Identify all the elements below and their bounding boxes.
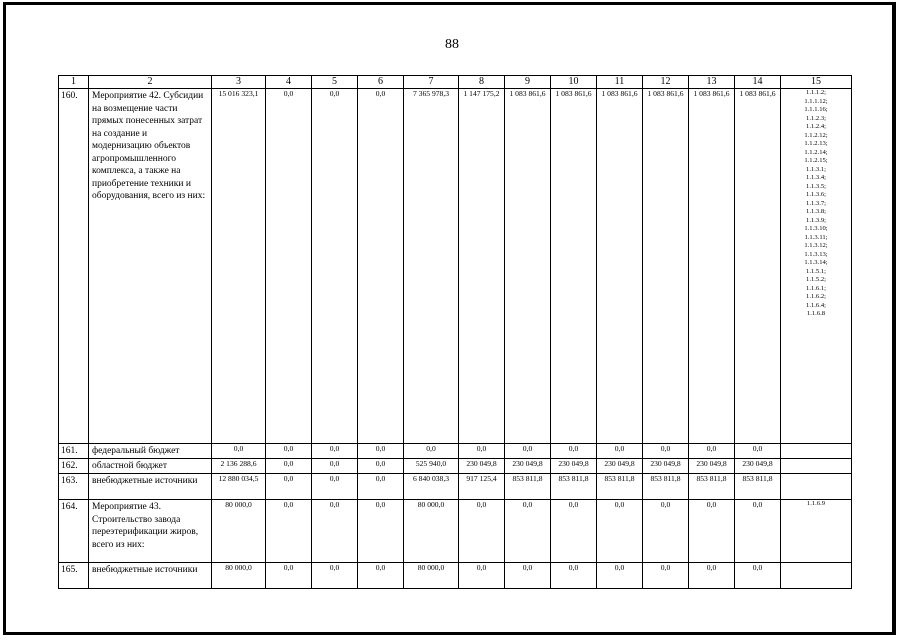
value-cell: 230 049,8: [735, 459, 781, 474]
value-cell: 230 049,8: [459, 459, 505, 474]
code-item: 1.1.2.13;: [804, 140, 828, 147]
value-cell: 0,0: [551, 563, 597, 589]
row-name: внебюджетные источники: [89, 563, 212, 589]
code-item: 1.1.3.5;: [806, 182, 826, 190]
value-cell: 0,0: [266, 474, 312, 500]
value-cell: 0,0: [597, 500, 643, 563]
code-item: 1.1.3.8;: [806, 208, 826, 215]
value-cell: 0,0: [312, 89, 358, 444]
row-name: Мероприятие 42. Субсидии на возмещение части прямых понесенных затрат на создание и модернизацию объектов агропромышленного комплекса, а также на приобретение техники и оборудования, всего из них:: [89, 89, 212, 444]
value-cell: 230 049,8: [689, 459, 735, 474]
header-row: [59, 76, 852, 89]
value-cell: 853 811,8: [597, 474, 643, 500]
value-cell: 1 083 861,6: [689, 89, 735, 444]
value-cell: 0,0: [689, 563, 735, 589]
value-cell: 0,0: [312, 563, 358, 589]
column-header: 12: [643, 76, 689, 89]
value-cell: 0,0: [358, 459, 404, 474]
code-item: 1.1.6.1;: [806, 284, 826, 292]
value-cell: 0,0: [358, 474, 404, 500]
column-header: 3: [212, 76, 266, 89]
column-header: 11: [597, 76, 643, 89]
value-cell: 0,0: [505, 563, 551, 589]
code-item: 1.1.1.16;: [804, 106, 828, 113]
value-cell: 0,0: [312, 474, 358, 500]
value-cell: 80 000,0: [404, 563, 459, 589]
code-item: 1.1.2.4;: [806, 123, 826, 130]
row-number: 165.: [59, 563, 89, 589]
value-cell: 1 083 861,6: [643, 89, 689, 444]
value-cell: 0,0: [597, 563, 643, 589]
value-cell: 0,0: [505, 444, 551, 459]
column-header: 9: [505, 76, 551, 89]
column-header: 10: [551, 76, 597, 89]
value-cell: 0,0: [358, 89, 404, 444]
column-header: 14: [735, 76, 781, 89]
column-header: 8: [459, 76, 505, 89]
value-cell: 80 000,0: [212, 563, 266, 589]
value-cell: 0,0: [459, 563, 505, 589]
value-cell: 853 811,8: [551, 474, 597, 500]
value-cell: 0,0: [266, 444, 312, 459]
value-cell: 0,0: [551, 444, 597, 459]
value-cell: 0,0: [212, 444, 266, 459]
column-header: 5: [312, 76, 358, 89]
row-number: 161.: [59, 444, 89, 459]
codes-cell: [781, 563, 852, 589]
table-row: [59, 444, 852, 459]
code-item: 1.1.6.2;: [806, 293, 826, 300]
value-cell: 0,0: [735, 500, 781, 563]
code-item: 1.1.3.1;: [806, 165, 826, 173]
code-item: 1.1.3.6;: [806, 191, 826, 198]
code-item: 1.1.3.9;: [806, 216, 826, 224]
value-cell: 0,0: [643, 444, 689, 459]
value-cell: 0,0: [266, 459, 312, 474]
code-item: 1.1.1.2;: [806, 89, 826, 96]
page-number: 88: [445, 37, 459, 52]
value-cell: 0,0: [735, 563, 781, 589]
code-item: 1.1.3.4;: [806, 174, 826, 181]
code-item: 1.1.3.13;: [804, 250, 828, 258]
value-cell: 525 940,0: [404, 459, 459, 474]
row-name: внебюджетные источники: [89, 474, 212, 500]
value-cell: 0,0: [459, 444, 505, 459]
value-cell: 0,0: [505, 500, 551, 563]
code-item: 1.1.6.4;: [806, 301, 826, 309]
code-item: 1.1.3.11;: [804, 233, 828, 241]
code-item: 1.1.2.14;: [804, 148, 828, 156]
value-cell: 1 083 861,6: [597, 89, 643, 444]
codes-cell: [781, 500, 852, 563]
value-cell: 0,0: [312, 459, 358, 474]
codes-cell: [781, 459, 852, 474]
row-name: федеральный бюджет: [89, 444, 212, 459]
value-cell: 0,0: [643, 563, 689, 589]
value-cell: 230 049,8: [505, 459, 551, 474]
table-body: [59, 76, 852, 589]
code-item: 1.1.2.3;: [806, 114, 826, 122]
value-cell: 1 083 861,6: [551, 89, 597, 444]
code-item: 1.1.6.8: [806, 310, 826, 317]
table-row: [59, 459, 852, 474]
column-header: 1: [59, 76, 89, 89]
codes-cell: [781, 89, 852, 444]
value-cell: 0,0: [643, 500, 689, 563]
column-header: 2: [89, 76, 212, 89]
value-cell: 917 125,4: [459, 474, 505, 500]
value-cell: 80 000,0: [212, 500, 266, 563]
codes-cell: [781, 444, 852, 459]
value-cell: 0,0: [358, 444, 404, 459]
codes-cell: [781, 474, 852, 500]
value-cell: 6 840 038,3: [404, 474, 459, 500]
row-number: 164.: [59, 500, 89, 563]
value-cell: 0,0: [689, 444, 735, 459]
value-cell: 12 880 034,5: [212, 474, 266, 500]
value-cell: 0,0: [551, 500, 597, 563]
value-cell: 1 083 861,6: [735, 89, 781, 444]
value-cell: 0,0: [312, 500, 358, 563]
value-cell: 230 049,8: [643, 459, 689, 474]
column-header: 13: [689, 76, 735, 89]
value-cell: 0,0: [266, 89, 312, 444]
value-cell: 230 049,8: [597, 459, 643, 474]
column-header: 15: [781, 76, 852, 89]
value-cell: 1 147 175,2: [459, 89, 505, 444]
value-cell: 853 811,8: [735, 474, 781, 500]
row-name: областной бюджет: [89, 459, 212, 474]
code-item: 1.1.3.12;: [804, 242, 828, 249]
value-cell: 0,0: [358, 500, 404, 563]
value-cell: 0,0: [459, 500, 505, 563]
row-number: 162.: [59, 459, 89, 474]
value-cell: 0,0: [689, 500, 735, 563]
code-item: 1.1.2.12;: [804, 131, 828, 139]
table-row: [59, 89, 852, 444]
column-header: 6: [358, 76, 404, 89]
code-item: 1.1.6.9: [806, 500, 826, 507]
value-cell: 80 000,0: [404, 500, 459, 563]
table-row: [59, 563, 852, 589]
budget-table: [58, 75, 852, 589]
table-row: [59, 500, 852, 563]
value-cell: 230 049,8: [551, 459, 597, 474]
value-cell: 0,0: [404, 444, 459, 459]
value-cell: 853 811,8: [689, 474, 735, 500]
code-item: 1.1.2.15;: [804, 157, 828, 164]
code-item: 1.1.5.2;: [806, 276, 826, 283]
value-cell: 1 083 861,6: [505, 89, 551, 444]
row-name: Мероприятие 43. Строительство завода переэтерификации жиров, всего из них:: [89, 500, 212, 563]
column-header: 7: [404, 76, 459, 89]
value-cell: 2 136 288,6: [212, 459, 266, 474]
table-row: [59, 474, 852, 500]
code-item: 1.1.3.10;: [804, 225, 828, 232]
value-cell: 0,0: [266, 500, 312, 563]
value-cell: 15 016 323,1: [212, 89, 266, 444]
code-item: 1.1.5.1;: [806, 267, 826, 275]
row-number: 163.: [59, 474, 89, 500]
column-header: 4: [266, 76, 312, 89]
value-cell: 7 365 978,3: [404, 89, 459, 444]
value-cell: 853 811,8: [643, 474, 689, 500]
value-cell: 0,0: [358, 563, 404, 589]
value-cell: 0,0: [597, 444, 643, 459]
value-cell: 0,0: [312, 444, 358, 459]
value-cell: 853 811,8: [505, 474, 551, 500]
value-cell: 0,0: [735, 444, 781, 459]
code-item: 1.1.1.12;: [804, 97, 828, 105]
code-item: 1.1.3.7;: [806, 199, 826, 207]
code-item: 1.1.3.14;: [804, 259, 828, 266]
value-cell: 0,0: [266, 563, 312, 589]
row-number: 160.: [59, 89, 89, 444]
